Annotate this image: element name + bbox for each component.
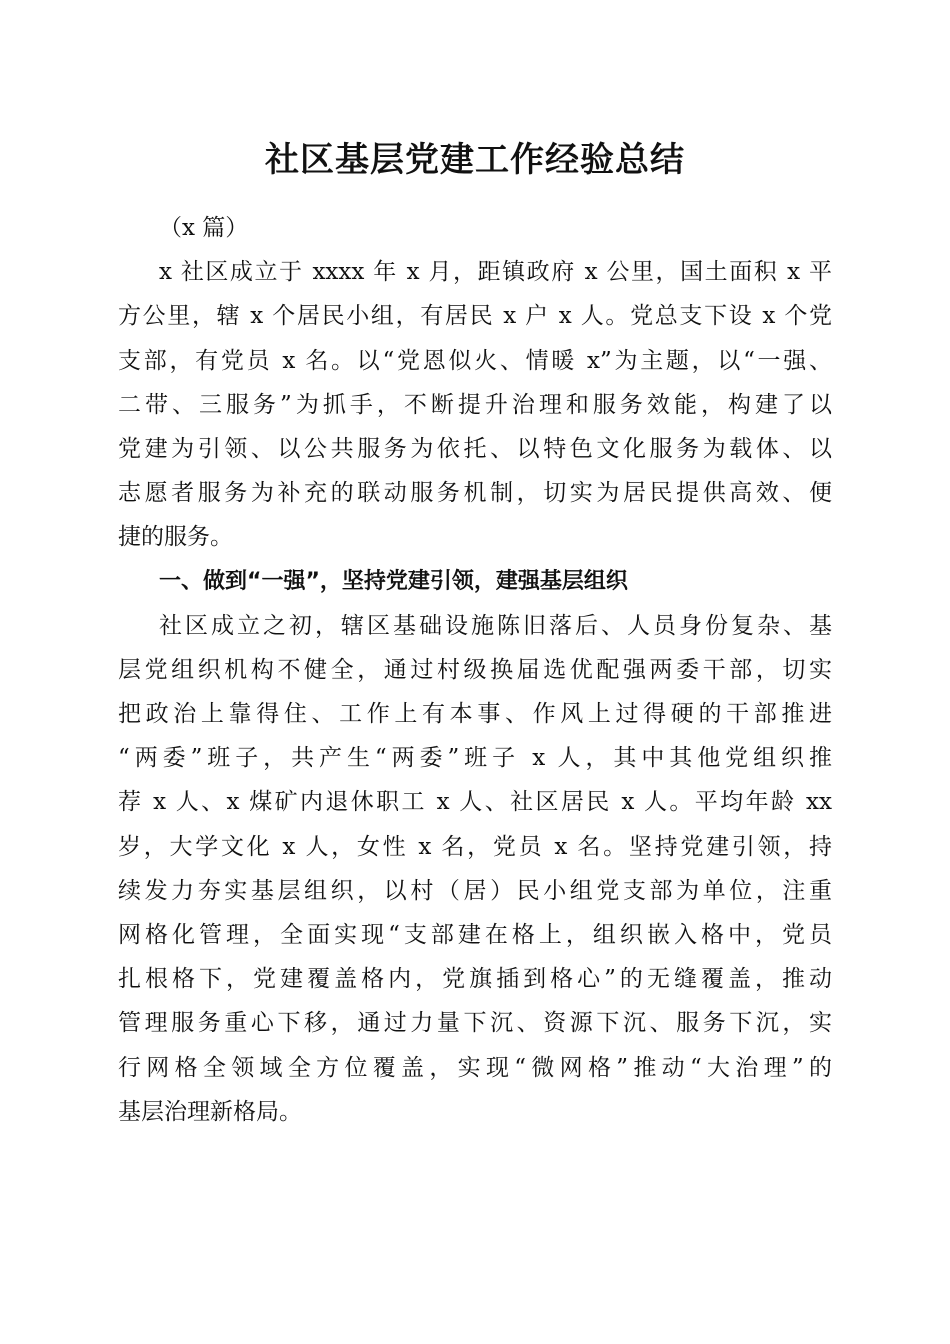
section-line: “两委”班子，共产生“两委”班子 x 人，其中其他党组织推: [118, 745, 832, 772]
document-title: 社区基层党建工作经验总结: [265, 140, 685, 180]
intro-line: 捷的服务。: [118, 524, 233, 551]
section-line: 扎根格下，党建覆盖格内，党旗插到格心”的无缝覆盖，推动: [118, 966, 832, 993]
section-heading: 一、做到“一强”，坚持党建引领，建强基层组织: [159, 568, 628, 594]
intro-line: 志愿者服务为补充的联动服务机制，切实为居民提供高效、便: [118, 480, 832, 507]
section-line: 岁，大学文化 x 人，女性 x 名，党员 x 名。坚持党建引领，持: [118, 833, 832, 860]
section-line: 行网格全领域全方位覆盖，实现“微网格”推动“大治理”的: [118, 1054, 832, 1081]
intro-line: 二带、三服务”为抓手，不断提升治理和服务效能，构建了以: [118, 391, 832, 418]
subtitle: （x 篇）: [159, 215, 249, 241]
section-line: 基层治理新格局。: [118, 1098, 302, 1125]
intro-line: 党建为引领、以公共服务为依托、以特色文化服务为载体、以: [118, 435, 832, 462]
section-line: 管理服务重心下移，通过力量下沉、资源下沉、服务下沉，实: [118, 1010, 832, 1037]
section-line: 续发力夯实基层组织，以村（居）民小组党支部为单位，注重: [118, 877, 832, 904]
section-line: 社区成立之初，辖区基础设施陈旧落后、人员身份复杂、基: [159, 612, 832, 639]
section-line: 荐 x 人、x 煤矿内退休职工 x 人、社区居民 x 人。平均年龄 xx: [118, 789, 832, 816]
section-line: 层党组织机构不健全，通过村级换届选优配强两委干部，切实: [118, 656, 832, 683]
intro-line: x 社区成立于 xxxx 年 x 月，距镇政府 x 公里，国土面积 x 平: [159, 259, 832, 286]
document-body: [118, 206, 832, 1134]
section-line: 把政治上靠得住、工作上有本事、作风上过得硬的干部推进: [118, 701, 832, 728]
section-line: 网格化管理，全面实现“支部建在格上，组织嵌入格中，党员: [118, 922, 832, 948]
intro-line: 方公里，辖 x 个居民小组，有居民 x 户 x 人。党总支下设 x 个党: [118, 303, 832, 330]
intro-line: 支部，有党员 x 名。以“党恩似火、情暖 x”为主题，以“一强、: [118, 347, 832, 374]
